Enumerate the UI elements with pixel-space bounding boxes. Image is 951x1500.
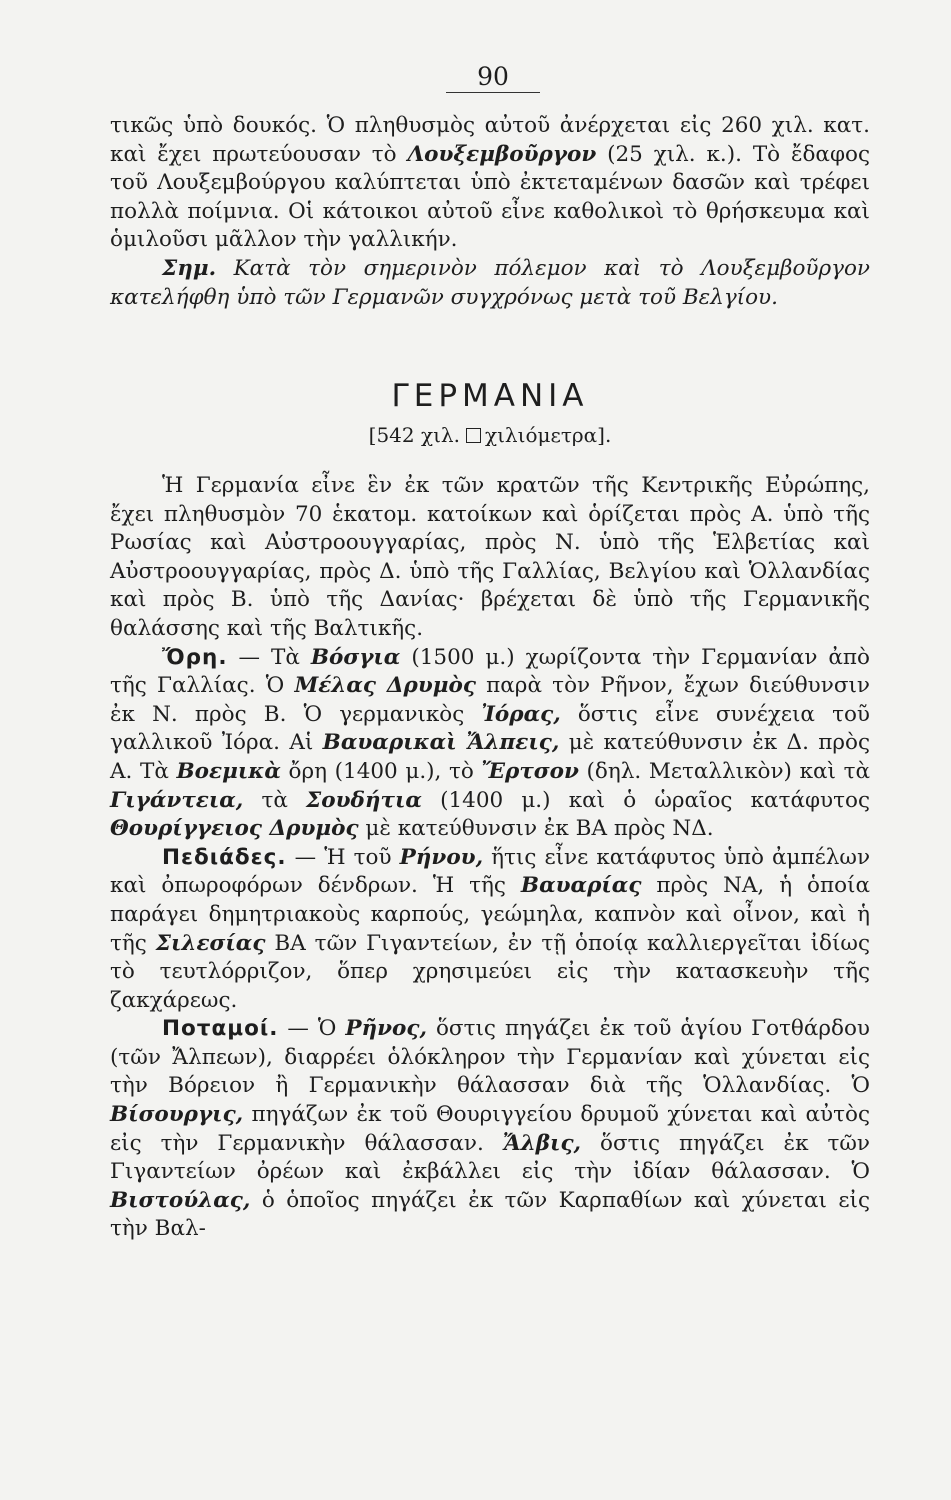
square-icon <box>466 428 481 443</box>
paragraph-luxembourg: τικῶς ὑπὸ δουκός. Ὁ πληθυσμὸς αὐτοῦ ἀνέρχεται εἰς 260 χιλ. κατ. καὶ ἔχει πρωτεύουσαν τὸ Λουξεμβοῦργον (25 χιλ. κ.). Τὸ ἔδαφος τοῦ Λουξεμβούργου καλύπτεται ὑπὸ ἐκτεταμένων δασῶν καὶ τρέφει πολλὰ ποίμνια. Οἱ κάτοικοι αὐτοῦ εἶνε καθολικοὶ τὸ θρήσκευμα καὶ ὁμιλοῦσι μᾶλλον τὴν γαλλικήν. <box>110 113 870 253</box>
note-paragraph: Σημ. Κατὰ τὸν σημερινὸν πόλεμον καὶ τὸ Λουξεμβοῦργον κατελήφθη ὑπὸ τῶν Γερμανῶν συγχρόνως μετὰ τοῦ Βελγίου. <box>110 255 870 310</box>
keyword: Λουξεμβοῦργον <box>407 141 597 167</box>
rivers-label: Ποταμοί. <box>162 1016 279 1042</box>
main-text <box>110 472 870 1244</box>
plains-label: Πεδιάδες. <box>162 844 287 870</box>
paragraph-plains: Πεδιάδες. — Ἡ τοῦ Ρήνου, ἥτις εἶνε κατάφυτος ὑπὸ ἀμπέλων καὶ ὀπωροφόρων δένδρων. Ἡ τῆς Βαυαρίας πρὸς ΝΑ, ἡ ὁποία παράγει δημητριακοὺς καρπούς, γεώμηλα, καπνὸν καὶ οἶνον, καὶ ἡ τῆς Σιλεσίας ΒΑ τῶν Γιγαντείων, ἐν τῇ ὁποίᾳ καλλιεργεῖται ἰδίως τὸ τευτλόρριζον, ὅπερ χρησιμεύει εἰς τὴν κατασκευὴν τῆς ζακχάρεως. <box>110 844 871 1013</box>
paragraph-rivers: Ποταμοί. — Ὁ Ρῆνος, ὅστις πηγάζει ἐκ τοῦ ἁγίου Γοτθάρδου (τῶν Ἄλπεων), διαρρέει ὁλόκληρον τὴν Γερμανίαν καὶ χύνεται εἰς τὴν Βόρειον ἢ Γερμανικὴν θάλασσαν διὰ τῆς Ὁλλανδίας. Ὁ Βίσουργις, πηγάζων ἐκ τοῦ Θουριγγείου δρυμοῦ χύνεται καὶ αὐτὸς εἰς τὴν Γερμανικὴν θάλασσαν. Ἄλβις, ὅστις πηγάζει ἐκ τῶν Γιγαντείων ὀρέων καὶ ἐκβάλλει εἰς τὴν ἰδίαν θάλασσαν. Ὁ Βιστούλας, ὁ ὁποῖος πηγάζει ἐκ τῶν Καρπαθίων καὶ χύνεται εἰς τὴν Βαλ- <box>110 1016 870 1242</box>
paragraph-germany-borders: Ἡ Γερμανία εἶνε ἓν ἐκ τῶν κρατῶν τῆς Κεντρικῆς Εὐρώπης, ἔχει πληθυσμὸν 70 ἑκατομ. κατοίκων καὶ ὁρίζεται πρὸς Α. ὑπὸ τῆς Ρωσίας καὶ Αὐστροουγγαρίας, πρὸς Ν. ὑπὸ τῆς Ἑλβετίας καὶ Αὐστροουγγαρίας, πρὸς Δ. ὑπὸ τῆς Γαλλίας, Βελγίου καὶ Ὁλλανδίας καὶ πρὸς Β. ὑπὸ τῆς Δανίας· βρέχεται δὲ ὑπὸ τῆς Γερμανικῆς θαλάσσης καὶ τῆς Βαλτικῆς. <box>110 473 870 641</box>
page-number: 90 <box>446 62 540 93</box>
section-title: ΓΕΡΜΑΝΙΑ <box>391 378 589 414</box>
paragraph-mountains: Ὄρη. — Τὰ Βόσγια (1500 μ.) χωρίζοντα τὴν Γερμανίαν ἀπὸ τῆς Γαλλίας. Ὁ Μέλας Δρυμὸς παρὰ τὸν Ρῆνον, ἔχων διεύθυνσιν ἐκ Ν. πρὸς Β. Ὁ γερμανικὸς Ἰόρας, ὅστις εἶνε συνέχεια τοῦ γαλλικοῦ Ἰόρα. Αἱ Βαυαρικαὶ Ἄλπεις, μὲ κατεύθυνσιν ἐκ Δ. πρὸς Α. Τὰ Βοεμικὰ ὄρη (1400 μ.), τὸ Ἔρτσον (δηλ. Μεταλλικὸν) καὶ τὰ Γιγάντεια, τὰ Σουδήτια (1400 μ.) καὶ ὁ ὡραῖος κατάφυτος Θουρίγγειος Δρυμὸς μὲ κατεύθυνσιν ἐκ ΒΑ πρὸς ΝΔ. <box>110 644 871 842</box>
area-line: [542 χιλ. χιλιόμετρα]. <box>368 423 612 447</box>
intro-text <box>110 112 870 312</box>
note-label: Σημ. <box>162 255 217 281</box>
mountains-label: Ὄρη. <box>162 644 228 670</box>
